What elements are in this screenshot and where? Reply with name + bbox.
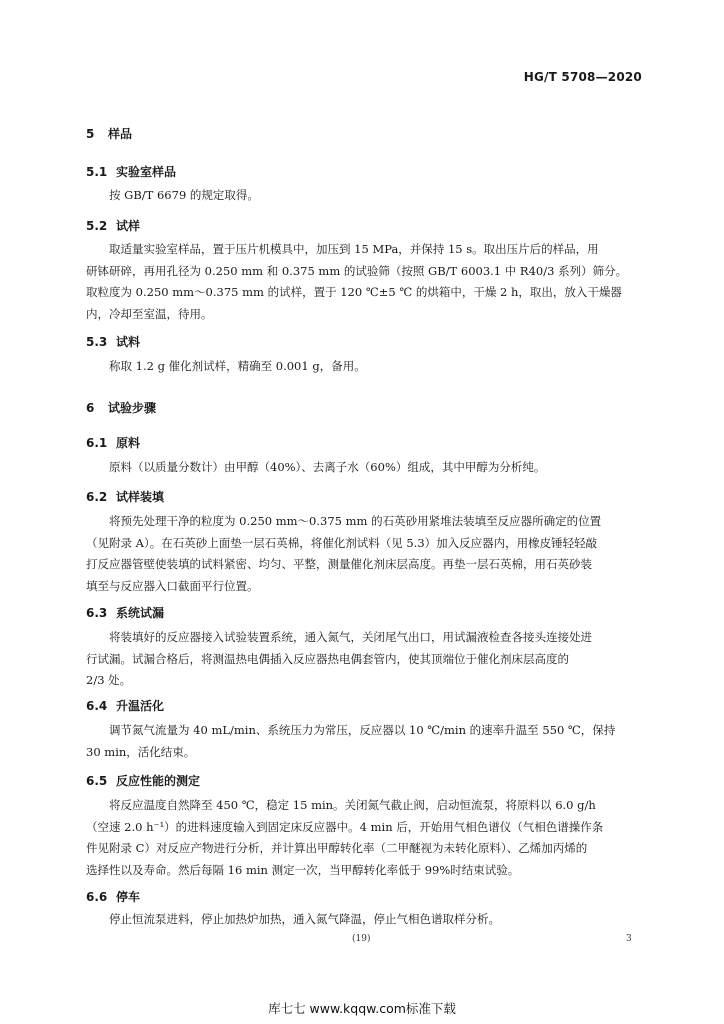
section-6-4-heading bbox=[86, 697, 164, 714]
section-title: 升温活化 bbox=[116, 699, 165, 713]
section-number: 5.2 bbox=[86, 219, 108, 233]
section-5-2-heading bbox=[86, 217, 140, 234]
text-line: 按 GB/T 6679 的规定取得。 bbox=[109, 188, 259, 202]
text-line: 停止恒流泵进料，停止加热炉加热，通入氮气降温，停止气相色谱取样分析。 bbox=[109, 912, 500, 926]
section-6-3-body bbox=[86, 627, 639, 692]
text-line: 将反应温度自然降至 450 ℃，稳定 15 min。关闭氮气截止阀，启动恒流泵，将原料以 6.0 g/h bbox=[109, 798, 596, 812]
section-title: 试样装填 bbox=[116, 490, 165, 504]
text-line: （见附录 A）。在石英砂上面垫一层石英棉，将催化剂试料（见 5.3）加入反应器内，用橡皮锤轻轻敲 bbox=[86, 535, 598, 550]
section-6-1-heading bbox=[86, 434, 140, 451]
section-title: 试样 bbox=[116, 219, 141, 233]
section-title: 停车 bbox=[116, 890, 141, 904]
section-5-1-heading bbox=[86, 163, 176, 180]
center-page-label: (19) bbox=[352, 934, 371, 944]
section-5-3-body bbox=[86, 356, 639, 378]
section-title: 实验室样品 bbox=[116, 165, 177, 179]
text-line: 填至与反应器入口截面平行位置。 bbox=[86, 578, 259, 593]
section-6-2-heading bbox=[86, 488, 164, 505]
text-line: 2/3 处。 bbox=[86, 673, 132, 688]
section-title: 原料 bbox=[116, 436, 141, 450]
text-line: 原料（以质量分数计）由甲醇（40%）、去离子水（60%）组成，其中甲醇为分析纯。 bbox=[109, 460, 546, 474]
section-number: 6.3 bbox=[86, 606, 108, 620]
section-6-5-heading bbox=[86, 772, 200, 789]
section-title: 样品 bbox=[108, 127, 133, 141]
section-6-6-heading bbox=[86, 888, 140, 905]
text-line: 30 min，活化结束。 bbox=[86, 744, 196, 759]
section-number: 6.1 bbox=[86, 436, 108, 450]
text-line: 内，冷却至室温，待用。 bbox=[86, 306, 213, 321]
section-6-3-heading bbox=[86, 604, 164, 621]
text-line: 将装填好的反应器接入试验装置系统，通入氮气，关闭尾气出口，用试漏液检查各接头连接处进 bbox=[109, 630, 592, 644]
section-5-3-heading bbox=[86, 333, 140, 350]
text-line: 调节氮气流量为 40 mL/min、系统压力为常压，反应器以 10 ℃/min 的速率升温至 550 ℃，保持 bbox=[109, 723, 616, 737]
section-5-2-body bbox=[86, 239, 639, 325]
section-number: 6.6 bbox=[86, 890, 108, 904]
section-6-2-body bbox=[86, 511, 639, 597]
section-5-1-body bbox=[86, 185, 639, 207]
text-line: 打反应器管壁使装填的试料紧密、均匀、平整，测量催化剂床层高度。再垫一层石英棉，用石英砂装 bbox=[86, 557, 592, 572]
section-number: 6 bbox=[86, 401, 95, 415]
section-number: 6.5 bbox=[86, 774, 108, 788]
section-6-4-body bbox=[86, 720, 639, 763]
text-line: 称取 1.2 g 催化剂试样，精确至 0.001 g，备用。 bbox=[109, 359, 366, 373]
page-number: 3 bbox=[626, 934, 632, 944]
section-6-1-body bbox=[86, 457, 639, 479]
section-6-5-body bbox=[86, 795, 639, 881]
download-watermark: 库七七 www.kqqw.com标准下载 bbox=[268, 1001, 456, 1016]
standard-code: HG/T 5708—2020 bbox=[523, 70, 642, 84]
section-number: 6.2 bbox=[86, 490, 108, 504]
section-title: 系统试漏 bbox=[116, 606, 165, 620]
text-line: （空速 2.0 h⁻¹）的进料速度输入到固定床反应器中。4 min 后，开始用气相色谱仪（气相色谱操作条 bbox=[86, 819, 604, 834]
text-line: 件见附录 C）对反应产物进行分析，并计算出甲醇转化率（二甲醚视为未转化原料）、乙烯加丙烯的 bbox=[86, 841, 588, 856]
section-title: 反应性能的测定 bbox=[116, 774, 201, 788]
text-line: 研钵研碎，再用孔径为 0.250 mm 和 0.375 mm 的试验筛（按照 GB/T 6003.1 中 R40/3 系列）筛分。 bbox=[86, 263, 628, 278]
text-line: 取适量实验室样品，置于压片机模具中，加压到 15 MPa，并保持 15 s。取出压片后的样品，用 bbox=[109, 242, 599, 256]
section-title: 试料 bbox=[116, 335, 141, 349]
section-number: 5.1 bbox=[86, 165, 108, 179]
text-line: 行试漏。试漏合格后，将测温热电偶插入反应器热电偶套管内，使其顶端位于催化剂床层高度的 bbox=[86, 651, 569, 666]
section-6-heading bbox=[86, 399, 156, 416]
text-line: 将预先处理干净的粒度为 0.250 mm～0.375 mm 的石英砂用紧堆法装填至反应器所确定的位置 bbox=[109, 514, 602, 528]
section-6-6-body bbox=[86, 909, 639, 931]
section-number: 6.4 bbox=[86, 699, 108, 713]
section-5-heading bbox=[86, 125, 132, 142]
section-title: 试验步骤 bbox=[108, 401, 157, 415]
section-number: 5.3 bbox=[86, 335, 108, 349]
section-number: 5 bbox=[86, 127, 95, 141]
text-line: 选择性以及寿命。然后每隔 16 min 测定一次，当甲醇转化率低于 99%时结束试验。 bbox=[86, 862, 520, 877]
text-line: 取粒度为 0.250 mm～0.375 mm 的试样，置于 120 ℃±5 ℃ 的烘箱中，干燥 2 h，取出，放入干燥器 bbox=[86, 285, 622, 300]
